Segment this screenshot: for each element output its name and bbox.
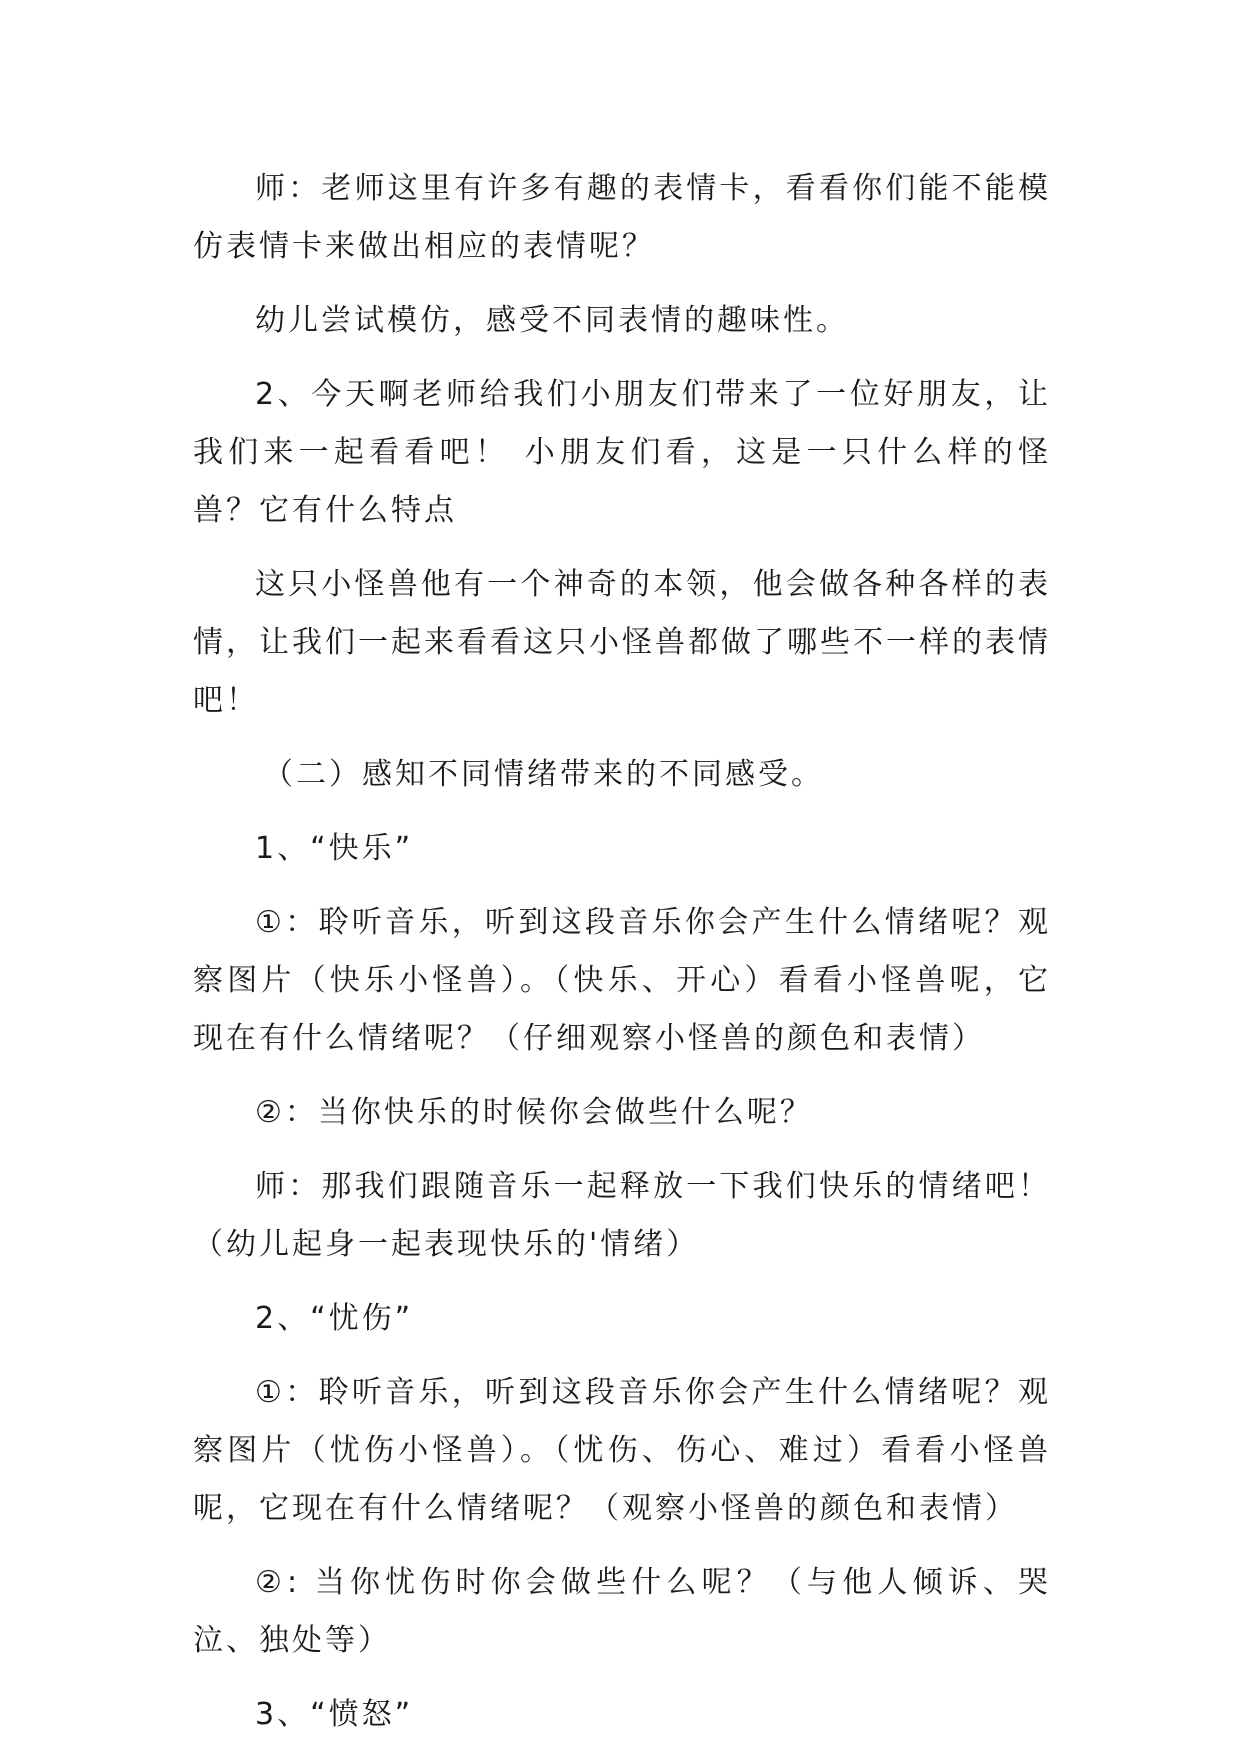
subheading-happy: 1、“快乐” xyxy=(255,831,414,866)
section-heading-emotions: （二）感知不同情绪带来的不同感受。 xyxy=(263,757,824,792)
subheading-angry: 3、“愤怒” xyxy=(255,1697,414,1732)
paragraph-teacher-expression-cards: 师：老师这里有许多有趣的表情卡，看看你们能不能模仿表情卡来做出相应的表情呢？ xyxy=(193,171,1051,264)
paragraph-step-2-new-friend: 2、今天啊老师给我们小朋友们带来了一位好朋友，让我们来一起看看吧！ 小朋友们看，这是一只什么样的怪兽？它有什么特点 xyxy=(193,377,1051,528)
paragraph-sad-listen: ①：聆听音乐，听到这段音乐你会产生什么情绪呢？观察图片（忧伤小怪兽）。（忧伤、伤心、难过）看看小怪兽呢，它现在有什么情绪呢？（观察小怪兽的颜色和表情） xyxy=(193,1375,1051,1526)
subheading-sad: 2、“忧伤” xyxy=(255,1301,414,1336)
paragraph-happy-release: 师：那我们跟随音乐一起释放一下我们快乐的情绪吧！（幼儿起身一起表现快乐的'情绪） xyxy=(193,1169,1051,1262)
document-body xyxy=(193,160,1051,1760)
paragraph-monster-ability: 这只小怪兽他有一个神奇的本领，他会做各种各样的表情，让我们一起来看看这只小怪兽都做了哪些不一样的表情吧！ xyxy=(193,567,1051,718)
paragraph-sad-question: ②: 当你忧伤时你会做些什么呢？（与他人倾诉、哭泣、独处等） xyxy=(193,1565,1051,1658)
paragraph-children-imitate: 幼儿尝试模仿，感受不同表情的趣味性。 xyxy=(255,303,849,338)
paragraph-happy-listen: ①：聆听音乐，听到这段音乐你会产生什么情绪呢？观察图片（快乐小怪兽）。（快乐、开心）看看小怪兽呢，它现在有什么情绪呢？（仔细观察小怪兽的颜色和表情） xyxy=(193,905,1051,1056)
paragraph-happy-question: ②：当你快乐的时候你会做些什么呢？ xyxy=(255,1095,813,1130)
